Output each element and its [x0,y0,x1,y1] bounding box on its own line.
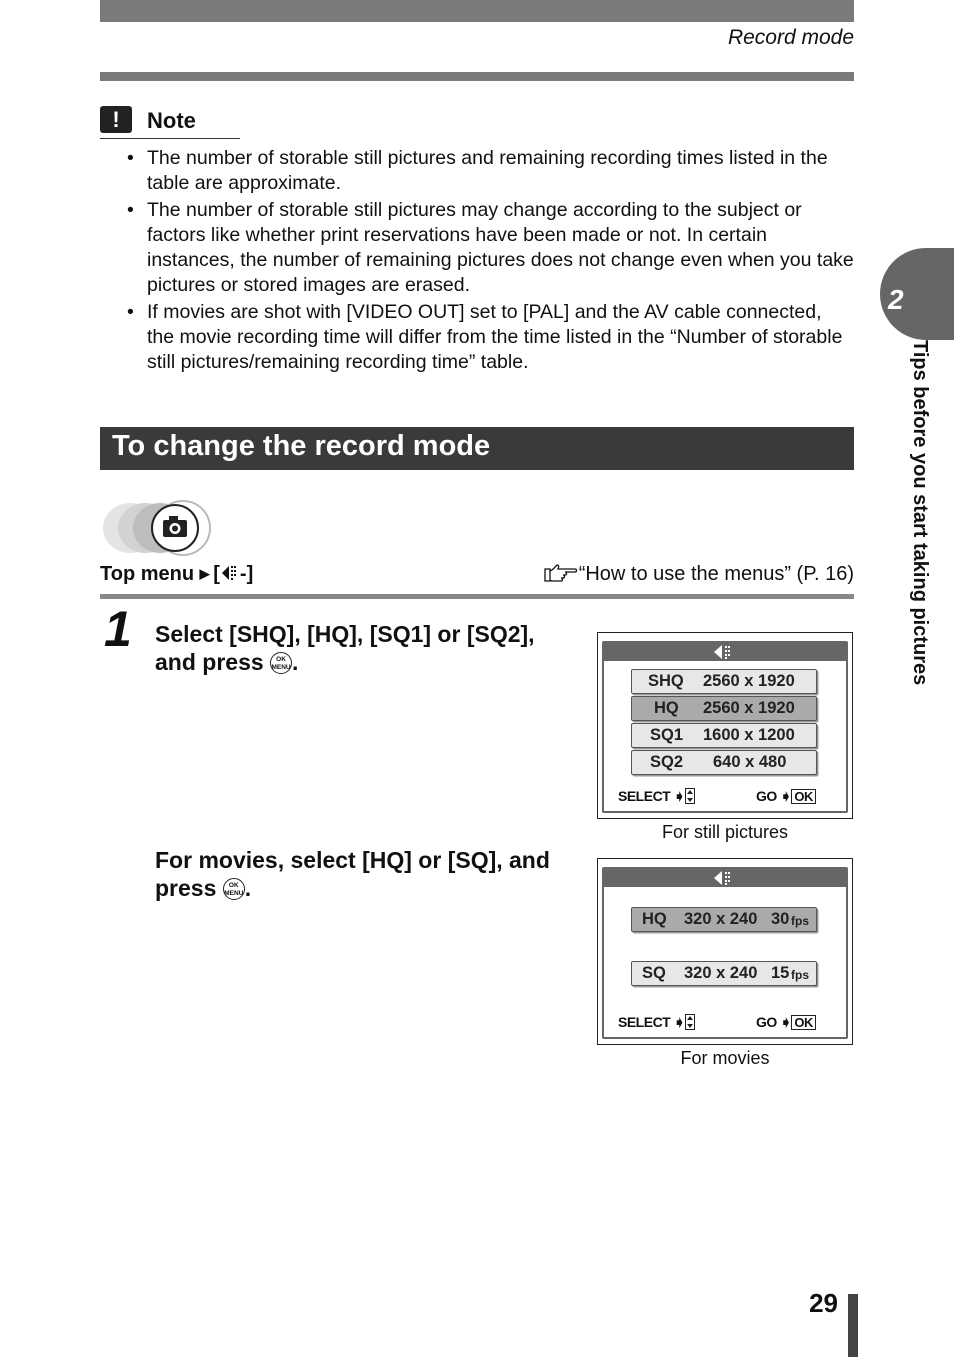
menu-path-bracket-close: -] [239,563,254,585]
arrow-icon: ➧ [780,1014,792,1030]
arrow-right-icon: ▶ [199,566,214,581]
menu-option-hq[interactable]: HQ 2560 x 1920 [631,696,817,721]
pointing-hand-icon [543,563,579,583]
header-rule [100,72,854,81]
record-mode-icon [712,644,738,660]
screen-display [602,641,848,813]
menu-option-shq[interactable]: SHQ 2560 x 1920 [631,669,817,694]
step1-text: Select [SHQ], [HQ], [SQ1] or [SQ2], and press [155,621,535,675]
menu-path-bracket: [ [213,563,220,585]
screen-header [604,643,846,661]
select-hint: SELECT ➧ [618,1014,695,1031]
chapter-title: Tips before you start taking pictures [909,340,931,686]
menu-path-top: Top menu [100,563,195,585]
chapter-number: 2 [888,284,904,315]
header-bar [100,0,854,22]
movies-caption: For movies [680,1048,770,1068]
select-hint: SELECT ➧ [618,788,695,805]
screen-header [604,869,846,887]
arrow-icon: ➧ [780,788,792,804]
note-list [100,146,854,377]
note-item: • If movies are shot with [VIDEO OUT] set to [PAL] and the AV cable connected, the movie recording time will differ from the time listed in the “Number of storable still pictures/remaining recording time” table. [100,300,854,375]
still-pictures-screen [597,632,853,819]
step-number: 1 [104,601,132,657]
step2-instruction: For movies, select [HQ] or [SQ], and press OK MENU. [155,847,550,901]
go-hint: GO ➧ OK [756,1014,816,1031]
exclamation-icon: ! [100,106,132,133]
arrow-icon: ➧ [673,1014,685,1030]
menu-reference [543,563,854,586]
note-item: • The number of storable still pictures and remaining recording times listed in the table are approximate. [100,146,854,196]
page-number: 29 [809,1288,838,1318]
menu-option-movie-sq[interactable]: SQ 320 x 240 15 fps [631,961,817,986]
menu-option-sq2[interactable]: SQ2 640 x 480 [631,750,817,775]
record-mode-icon [712,870,738,886]
go-hint: GO ➧ OK [756,788,816,805]
menu-path-rule [100,594,854,599]
ok-menu-button-icon: OK MENU [223,878,245,900]
still-caption: For still pictures [661,822,789,842]
menu-option-sq1[interactable]: SQ1 1600 x 1200 [631,723,817,748]
screen-display [602,867,848,1039]
shooting-mode-icon [100,500,215,556]
menu-reference-text: “How to use the menus” (P. 16) [578,563,854,585]
note-title: Note [147,108,196,133]
page-number-bar [848,1294,858,1357]
step1-instruction: Select [SHQ], [HQ], [SQ1] or [SQ2], and press OK MENU. [155,621,535,675]
record-mode-icon [220,564,240,582]
ok-menu-button-icon: OK MENU [270,652,292,674]
arrow-icon: ➧ [673,788,685,804]
menu-option-movie-hq[interactable]: HQ 320 x 240 30 fps [631,907,817,932]
note-item: • The number of storable still pictures may change according to the subject or factors like whether print reservations have been made or not. In certain instances, the number of remaining pictures does not change even when you take pictures or stored images are erased. [100,198,854,298]
step2-text: For movies, select [HQ] or [SQ], and press [155,847,550,901]
up-down-arrows-icon [685,788,695,804]
menu-path [100,563,253,586]
running-title: Record mode [727,26,854,49]
movies-screen [597,858,853,1045]
section-title: To change the record mode [112,430,491,462]
up-down-arrows-icon [685,1014,695,1030]
